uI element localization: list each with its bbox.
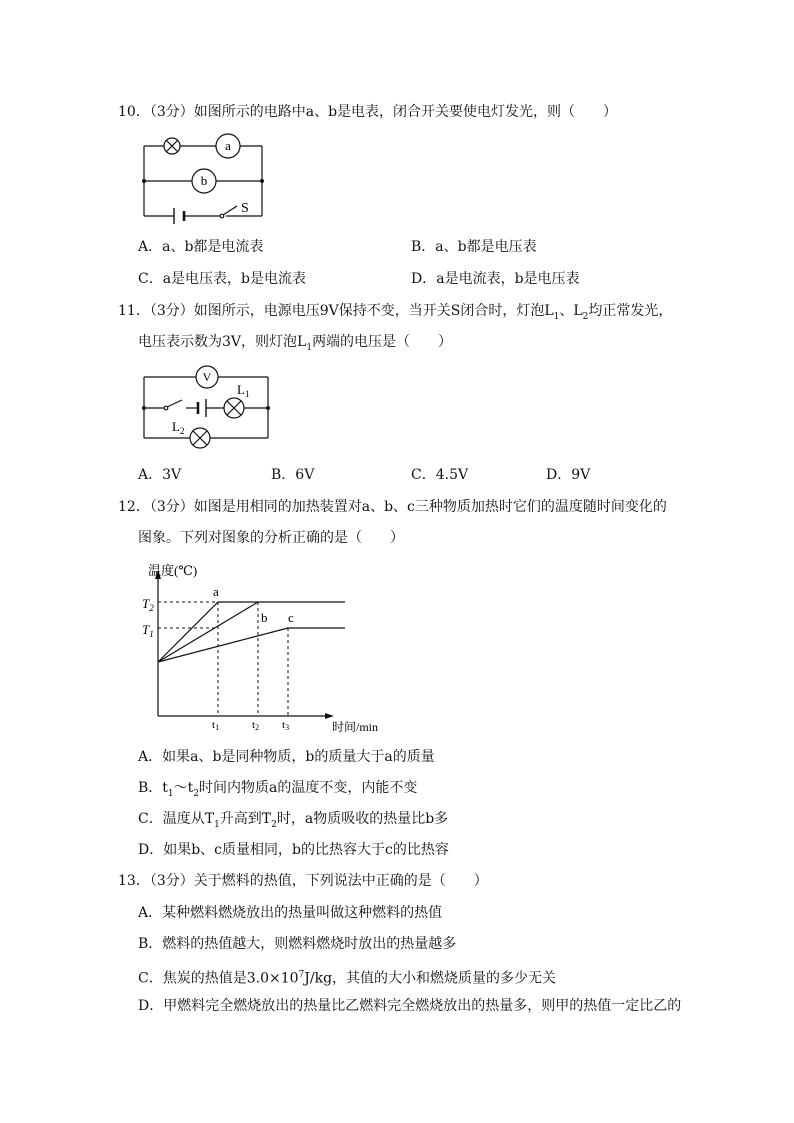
- q12-stem-line1: 12．（3分）如图是用相同的加热装置对a、b、c三种物质加热时它们的温度随时间变化的: [118, 499, 667, 515]
- x-axis-arrow: [325, 713, 334, 719]
- q10-stem: 10．（3分）如图所示的电路中a、b是电表，闭合开关要使电灯发光，则（ ）: [118, 104, 618, 120]
- q12-option-b[interactable]: B．$t_1\sim t_2$时间内物质a的温度不变，内能不变: [138, 780, 418, 799]
- x-axis-label: 时间/min: [332, 720, 379, 734]
- y-tick-t2: $T_2$: [142, 596, 154, 613]
- meter-b-label: b: [200, 173, 208, 188]
- series-a-line: [158, 602, 345, 662]
- lamp-l2-icon: [190, 428, 210, 448]
- q10-option-a[interactable]: A．a、b都是电流表: [138, 239, 264, 255]
- q13-option-c[interactable]: C．焦炭的热值是$3.0\times 10^7J/kg$，其值的大小和燃烧质量的多少无关: [138, 970, 557, 987]
- q13-stem: 13．（3分）关于燃料的热值，下列说法中正确的是（ ）: [118, 873, 488, 889]
- q12-option-d[interactable]: D．如果b、c质量相同，b的比热容大于c的比热容: [138, 842, 449, 858]
- q11-circuit-diagram: [140, 364, 280, 446]
- q12-temperature-chart: [140, 558, 400, 738]
- voltmeter-label: V: [202, 370, 212, 384]
- series-b-label: b: [261, 610, 268, 625]
- q13-option-b[interactable]: B．燃料的热值越大，则燃料燃烧时放出的热量越多: [138, 936, 457, 952]
- lamp-icon: [164, 138, 180, 154]
- q11-option-a[interactable]: A．3V: [138, 467, 182, 483]
- x-tick-t1: t1: [212, 719, 220, 732]
- lamp-l1-label: $L_1$: [237, 382, 250, 399]
- q11-option-b[interactable]: B．6V: [271, 467, 315, 483]
- q11-option-d[interactable]: D．9V: [546, 467, 591, 483]
- x-tick-t2: t2: [252, 719, 260, 732]
- meter-a-icon: [216, 134, 240, 158]
- q10-circuit-diagram: [140, 128, 280, 224]
- meter-b-icon: [192, 169, 216, 193]
- series-b-line: [158, 602, 258, 662]
- switch-icon: [164, 400, 182, 410]
- q10-option-b[interactable]: B．a、b都是电压表: [411, 239, 537, 255]
- voltmeter-icon: [196, 366, 218, 388]
- switch-label: S: [241, 201, 249, 216]
- battery-icon: [174, 208, 184, 224]
- q12-option-c[interactable]: C．温度从$T_1$升高到$T_2$时，a物质吸收的热量比b多: [138, 811, 449, 830]
- x-tick-t3: t3: [282, 719, 290, 732]
- meter-a-label: a: [225, 138, 231, 153]
- y-axis-label: 温度(℃): [148, 563, 198, 578]
- series-a-label: a: [213, 584, 219, 599]
- battery-icon: [198, 399, 206, 417]
- q11-stem-line1: 11．（3分）如图所示，电源电压9V保持不变，当开关S闭合时，灯泡$L_1$、$L_2$均正常发光，: [118, 303, 673, 322]
- q11-stem-line2: 电压表示数为3V，则灯泡$L_1$两端的电压是（ ）: [138, 334, 453, 353]
- q11-option-c[interactable]: C．4.5V: [411, 467, 469, 483]
- q12-option-a[interactable]: A．如果a、b是同种物质，b的质量大于a的质量: [138, 749, 435, 765]
- q12-stem-line2: 图象。下列对图象的分析正确的是（ ）: [138, 530, 404, 546]
- q13-option-a[interactable]: A．某种燃料燃烧放出的热量叫做这种燃料的热值: [138, 905, 443, 921]
- q10-option-c[interactable]: C．a是电压表，b是电流表: [138, 271, 307, 287]
- lamp-l1-icon: [224, 398, 244, 418]
- y-tick-t1: $T_1$: [142, 622, 154, 639]
- lamp-l2-label: $L_2$: [172, 419, 185, 436]
- q10-option-d[interactable]: D．a是电流表，b是电压表: [411, 271, 580, 287]
- series-c-label: c: [288, 610, 294, 625]
- q13-option-d[interactable]: D．甲燃料完全燃烧放出的热量比乙燃料完全燃烧放出的热量多，则甲的热值一定比乙的: [138, 998, 682, 1014]
